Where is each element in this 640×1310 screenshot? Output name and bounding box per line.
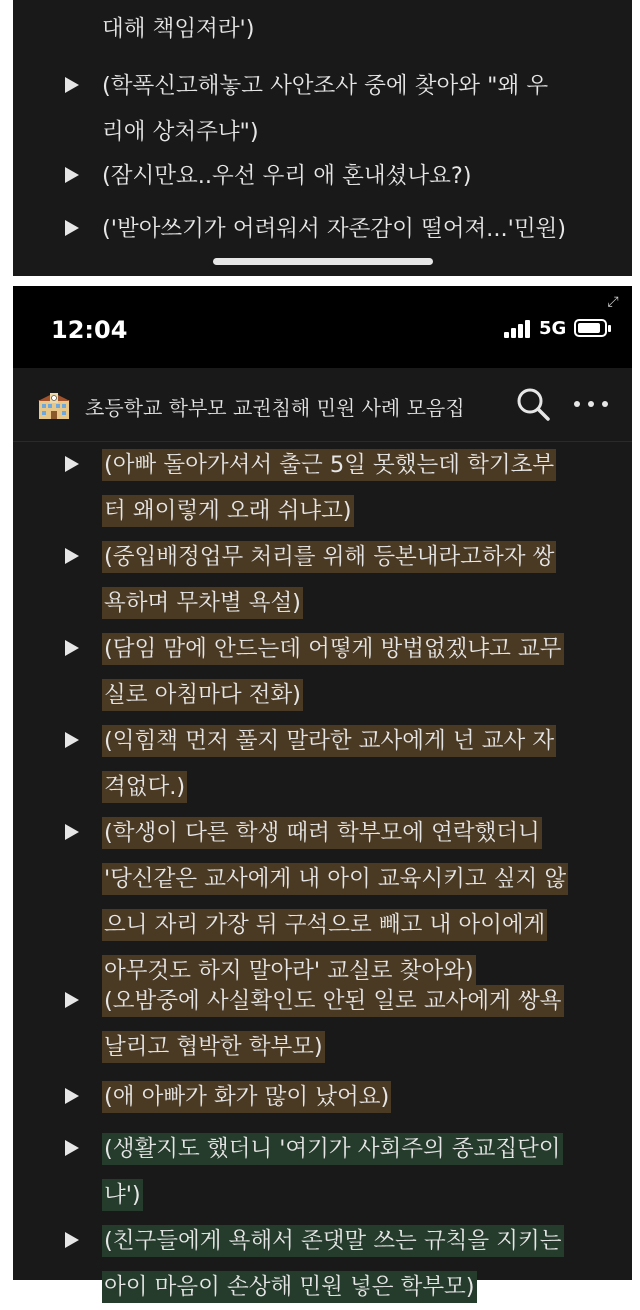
toggle-item-text	[102, 626, 602, 718]
toggle-triangle-icon[interactable]	[65, 1232, 79, 1248]
school-building-icon	[37, 390, 71, 420]
more-options-icon[interactable]	[571, 392, 611, 416]
expand-icon[interactable]: ⤢	[607, 294, 619, 310]
toggle-item-line: 으니 자리 가장 뒤 구석으로 빼고 내 아이에게	[102, 909, 547, 941]
toggle-item-line: 터 왜이렇게 오래 쉬냐고)	[102, 495, 354, 527]
top-screenshot-panel	[13, 0, 632, 276]
toggle-item-line: 격없다.)	[102, 771, 187, 803]
toggle-item-line: (애 아빠가 화가 많이 났어요)	[102, 1081, 391, 1113]
toggle-triangle-icon[interactable]	[65, 824, 79, 840]
toggle-item-text	[102, 6, 602, 52]
toggle-item-text	[102, 1126, 602, 1218]
page-title: 초등학교 학부모 교권침해 민원 사례 모음집	[85, 396, 465, 420]
toggle-triangle-icon[interactable]	[65, 1140, 79, 1156]
toggle-item-line: 욕하며 무차별 욕설)	[102, 587, 303, 619]
toggle-item-text	[102, 978, 602, 1070]
toggle-triangle-icon[interactable]	[65, 732, 79, 748]
toggle-item-line: (학폭신고해놓고 사안조사 중에 찾아와 "왜 우	[102, 73, 549, 99]
status-bar	[13, 286, 632, 368]
toggle-triangle-icon[interactable]	[65, 640, 79, 656]
toggle-item-line: 아이 마음이 손상해 민원 넣은 학부모)	[102, 1271, 477, 1303]
toggle-item-line: ('받아쓰기가 어려워서 자존감이 떨어져...'민원)	[102, 216, 567, 242]
toggle-item-line: 대해 책임져라')	[102, 16, 255, 42]
toggle-item-line: 아무것도 하지 말아라' 교실로 찾아와)	[102, 955, 476, 987]
toggle-item-line: 냐')	[102, 1179, 143, 1211]
toggle-item-text	[102, 442, 602, 534]
page-header	[13, 368, 632, 442]
toggle-item-line: '당신같은 교사에게 내 아이 교육시키고 싶지 않	[102, 863, 568, 895]
toggle-triangle-icon[interactable]	[65, 77, 79, 93]
toggle-item-text	[102, 206, 602, 252]
toggle-item-line: 실로 아침마다 전화)	[102, 679, 303, 711]
toggle-item-line: (잠시만요..우선 우리 애 혼내셨나요?)	[102, 163, 472, 189]
toggle-triangle-icon[interactable]	[65, 167, 79, 183]
cellular-signal-icon	[504, 320, 534, 338]
toggle-item-line: (담임 맘에 안드는데 어떻게 방법없겠냐고 교무	[102, 633, 564, 665]
toggle-triangle-icon[interactable]	[65, 220, 79, 236]
search-icon[interactable]	[515, 386, 551, 422]
toggle-item-text	[102, 153, 602, 199]
toggle-item-line: 리애 상처주냐")	[102, 119, 259, 145]
toggle-item-text	[102, 1074, 602, 1120]
toggle-item-line: (친구들에게 욕해서 존댓말 쓰는 규칙을 지키는	[102, 1225, 564, 1257]
toggle-item-text	[102, 534, 602, 626]
toggle-triangle-icon[interactable]	[65, 548, 79, 564]
toggle-triangle-icon[interactable]	[65, 456, 79, 472]
status-time: 12:04	[51, 316, 128, 344]
toggle-triangle-icon[interactable]	[65, 992, 79, 1008]
toggle-item-line: (오밤중에 사실확인도 안된 일로 교사에게 쌍욕	[102, 985, 564, 1017]
toggle-item-line: (생활지도 했더니 '여기가 사회주의 종교집단이	[102, 1133, 563, 1165]
toggle-item-line: (아빠 돌아가셔서 출근 5일 못했는데 학기초부	[102, 449, 556, 481]
main-screenshot-panel	[13, 286, 632, 1300]
toggle-item-text	[102, 63, 602, 155]
toggle-triangle-icon[interactable]	[65, 1088, 79, 1104]
toggle-item-text	[102, 810, 602, 994]
home-indicator[interactable]	[213, 258, 433, 265]
network-type: 5G	[539, 318, 567, 339]
toggle-item-line: (익힘책 먼저 풀지 말라한 교사에게 넌 교사 자	[102, 725, 556, 757]
toggle-item-line: 날리고 협박한 학부모)	[102, 1031, 325, 1063]
toggle-item-text	[102, 1218, 602, 1310]
toggle-item-text	[102, 718, 602, 810]
battery-icon	[574, 319, 607, 337]
toggle-item-line: (학생이 다른 학생 때려 학부모에 연락했더니	[102, 817, 542, 849]
toggle-item-line: (중입배정업무 처리를 위해 등본내라고하자 쌍	[102, 541, 556, 573]
